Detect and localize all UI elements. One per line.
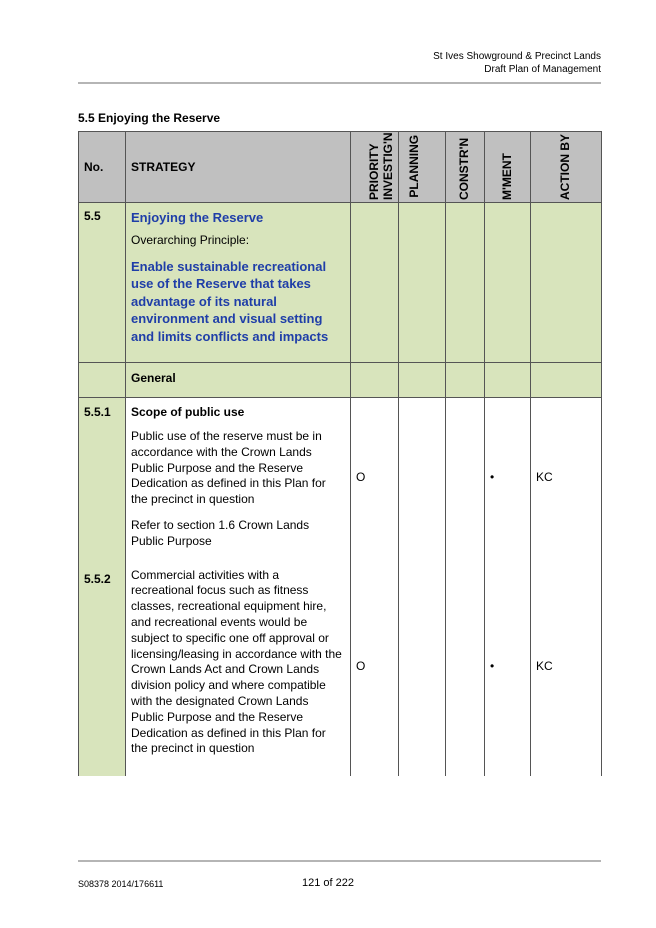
table-row-principle xyxy=(79,203,602,363)
document-reference: S08378 2014/176611 xyxy=(78,879,164,889)
header-line-2: Draft Plan of Management xyxy=(484,64,601,75)
item-2-text: Commercial activities with a recreational focus such as fitness classes, recreational equipment hire, and recreational events would be subject to specific one off approval or licensing/leasing in accordance with the Crown Lands Act and Crown Lands division policy and where compatible with the designated Crown Lands Public Purpose and the Reserve Dedication as defined in this Plan for the precinct in question xyxy=(131,567,342,756)
item-2-mment: • xyxy=(490,659,495,673)
col-header-no: No. xyxy=(79,132,126,203)
col-header-strategy: STRATEGY xyxy=(126,132,351,203)
strategy-table xyxy=(78,131,602,776)
page-number: 121 of 222 xyxy=(302,877,354,889)
item-1-number: 5.5.1 xyxy=(84,405,111,419)
item-strategy-cell xyxy=(126,398,351,776)
row-number: 5.5 xyxy=(79,203,126,363)
page-header xyxy=(433,50,601,76)
item-2-number: 5.5.2 xyxy=(84,572,111,586)
action-by-cell xyxy=(531,398,602,776)
item-2-action-by: KC xyxy=(536,659,553,673)
col-header-action-by: ACTION BY xyxy=(531,132,602,203)
col-header-investig: INVESTIG'N xyxy=(381,132,395,200)
table-row-general xyxy=(79,363,602,398)
item-1-heading: Scope of public use xyxy=(131,405,245,419)
item-2-priority: O xyxy=(356,659,366,673)
item-1-priority: O xyxy=(356,470,366,484)
item-1-mment: • xyxy=(490,470,495,484)
general-label: General xyxy=(126,363,351,398)
col-header-investig-planning xyxy=(381,132,446,203)
item-numbers xyxy=(79,398,126,776)
col-header-planning: PLANNING xyxy=(407,134,421,198)
priority-cell xyxy=(351,398,399,776)
col-header-constr: CONSTR'N xyxy=(446,132,485,203)
section-title: 5.5 Enjoying the Reserve xyxy=(78,111,221,125)
principle-title: Enjoying the Reserve xyxy=(131,210,264,225)
table-header-row xyxy=(79,132,602,203)
footer-divider xyxy=(78,860,601,862)
col-header-priority: PRIORITY xyxy=(351,132,399,203)
principle-label: Overarching Principle: xyxy=(131,233,250,247)
mment-cell xyxy=(485,398,531,776)
principle-text: Enable sustainable recreational use of the Reserve that takes advantage of its natural environment and visual setting and limits conflicts and impacts xyxy=(131,258,329,344)
item-1-text: Public use of the reserve must be in accordance with the Crown Lands Public Purpose and the Reserve Dedication as defined in this Plan for the precinct in question xyxy=(131,429,326,507)
col-header-mment: M'MENT xyxy=(485,132,531,203)
header-line-1: St Ives Showground & Precinct Lands xyxy=(433,51,601,62)
principle-cell xyxy=(126,203,351,363)
item-1-action-by: KC xyxy=(536,470,553,484)
header-divider xyxy=(78,82,601,84)
table-row xyxy=(79,398,602,776)
item-1-note: Refer to section 1.6 Crown Lands Public Purpose xyxy=(131,517,310,548)
